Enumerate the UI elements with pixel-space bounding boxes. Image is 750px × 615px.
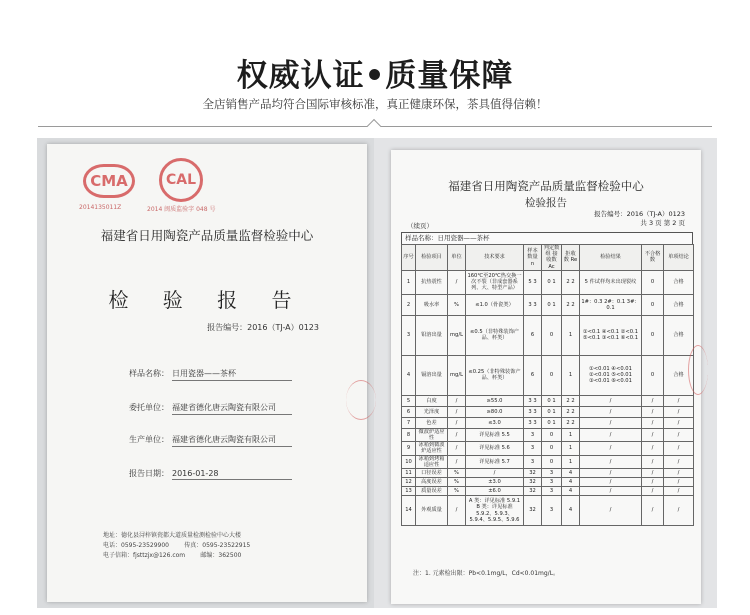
table-cell: 1 bbox=[402, 270, 416, 294]
table-cell: 铅溶出量 bbox=[416, 315, 448, 355]
table-cell: ≤0.5（非特殊装饰产品、杯类） bbox=[466, 315, 524, 355]
cma-seal-icon: CMA bbox=[83, 164, 135, 198]
table-cell: 0 bbox=[642, 315, 664, 355]
table-cell: 微波炉适应性 bbox=[416, 428, 448, 441]
table-cell: / bbox=[642, 469, 664, 478]
table-cell: / bbox=[664, 442, 694, 455]
table-cell: 6 bbox=[402, 406, 416, 417]
col-header: 判定数组 接收数 Ac bbox=[542, 245, 562, 271]
table-cell: / bbox=[580, 417, 642, 428]
table-cell: 5 件试样均未出现裂纹 bbox=[580, 270, 642, 294]
cover-email: 电子信箱：fjsttzjx@126.com bbox=[103, 552, 186, 559]
table-cell: 3 bbox=[402, 315, 416, 355]
cover-fax: 传真：0595-23522915 bbox=[184, 542, 251, 549]
cover-phone: 电话：0595-23529900 bbox=[103, 542, 169, 549]
table-cell: 镉溶出量 bbox=[416, 355, 448, 395]
table-cell: 0 1 bbox=[542, 406, 562, 417]
col-header: 单项结论 bbox=[664, 245, 694, 271]
cover-organization: 福建省日用陶瓷产品质量监督检验中心 bbox=[100, 228, 314, 243]
table-cell: / bbox=[664, 487, 694, 496]
table-row bbox=[402, 442, 694, 455]
table-row bbox=[402, 294, 694, 315]
cover-postcode: 邮编：362500 bbox=[200, 552, 242, 559]
field-sample-name bbox=[117, 368, 292, 381]
table-cell: 1#：0.3 2#：0.1 3#：0.1 bbox=[580, 294, 642, 315]
page-report-number: 报告编号：2016（TJ-A）0123 bbox=[594, 210, 685, 218]
table-cell: 0 1 bbox=[542, 294, 562, 315]
table-cell: 0 1 bbox=[542, 270, 562, 294]
table-cell: 160℃至20℃热交换一次不裂（非成套器系列、大、特型产品） bbox=[466, 270, 524, 294]
table-row bbox=[402, 428, 694, 441]
table-cell: / bbox=[580, 487, 642, 496]
table-cell: ≥80.0 bbox=[466, 406, 524, 417]
table-cell: / bbox=[642, 417, 664, 428]
table-row bbox=[402, 469, 694, 478]
cover-email-postcode bbox=[103, 550, 241, 559]
table-cell: 3 bbox=[524, 442, 542, 455]
table-cell: 32 bbox=[524, 478, 542, 487]
table-row bbox=[402, 406, 694, 417]
table-cell: 0 bbox=[542, 442, 562, 455]
table-cell: 3 bbox=[542, 487, 562, 496]
page-headline: 权威认证•质量保障 bbox=[236, 58, 514, 94]
table-header-row bbox=[402, 245, 694, 271]
table-cell: 1 bbox=[562, 442, 580, 455]
table-cell: 5 bbox=[402, 395, 416, 406]
table-cell: 0 bbox=[642, 355, 664, 395]
table-cell: 14 bbox=[402, 496, 416, 526]
red-stamp-edge-icon bbox=[688, 345, 708, 395]
table-cell: 0 bbox=[642, 294, 664, 315]
table-cell: 32 bbox=[524, 487, 542, 496]
table-row bbox=[402, 478, 694, 487]
table-cell: ≤0.25（非特殊装饰产品、杯类） bbox=[466, 355, 524, 395]
table-cell: 0 bbox=[642, 270, 664, 294]
cma-seal-code: 2014135011Z bbox=[79, 204, 122, 211]
field-value: 福建省德化唐云陶瓷有限公司 bbox=[172, 434, 292, 447]
table-cell: 8 bbox=[402, 428, 416, 441]
table-cell: 3 bbox=[542, 496, 562, 526]
table-cell: 11 bbox=[402, 469, 416, 478]
table-cell: 3 3 bbox=[524, 406, 542, 417]
table-row bbox=[402, 487, 694, 496]
table-cell: / bbox=[580, 406, 642, 417]
table-cell: / bbox=[664, 455, 694, 468]
table-cell: 合格 bbox=[664, 270, 694, 294]
table-cell: A 类：详见标准 5.9.1 B 类：详见标准 5.9.2、5.9.3、5.9.4、5.9.5、5.9.6 bbox=[466, 496, 524, 526]
table-cell: ①<0.01 ④<0.01 ②<0.01 ⑤<0.01 ③<0.01 ⑥<0.01 bbox=[580, 355, 642, 395]
table-row bbox=[402, 417, 694, 428]
red-stamp-edge-icon bbox=[346, 380, 376, 420]
table-cell: 10 bbox=[402, 455, 416, 468]
table-cell: / bbox=[664, 478, 694, 487]
table-cell: 2 2 bbox=[562, 395, 580, 406]
table-cell: 3 3 bbox=[524, 417, 542, 428]
continued-label: （续页） bbox=[407, 222, 433, 230]
cover-report-number: 报告编号：2016（TJ-A）0123 bbox=[207, 323, 319, 332]
table-cell: / bbox=[642, 395, 664, 406]
sample-name-line: 样品名称：日用瓷器——茶杯 bbox=[401, 232, 693, 244]
page-report-meta bbox=[594, 210, 685, 228]
table-cell: 3 bbox=[524, 455, 542, 468]
table-cell: ±3.0 bbox=[466, 478, 524, 487]
table-cell: 4 bbox=[562, 469, 580, 478]
cal-seal-icon: CAL bbox=[159, 158, 203, 202]
table-cell: 0 bbox=[542, 315, 562, 355]
table-cell: / bbox=[580, 428, 642, 441]
table-cell: 3 bbox=[542, 478, 562, 487]
table-cell: 色差 bbox=[416, 417, 448, 428]
table-cell: ≤1.0（骨瓷类） bbox=[466, 294, 524, 315]
cover-address: 地址：德化县浔梓镇瓷都大道质量检测检验中心大楼 bbox=[103, 532, 242, 539]
table-row bbox=[402, 355, 694, 395]
table-cell: / bbox=[448, 442, 466, 455]
table-cell: 3 bbox=[524, 428, 542, 441]
table-cell: 4 bbox=[402, 355, 416, 395]
table-cell: 2 2 bbox=[562, 417, 580, 428]
table-cell: 外观质量 bbox=[416, 496, 448, 526]
table-cell: / bbox=[580, 478, 642, 487]
col-header: 单位 bbox=[448, 245, 466, 271]
table-cell: / bbox=[448, 395, 466, 406]
table-cell: 1 bbox=[562, 355, 580, 395]
table-cell: mg/L bbox=[448, 355, 466, 395]
table-cell: 6 bbox=[524, 315, 542, 355]
page-footnote: 注：1. 元素检出限：Pb<0.1mg/L，Cd<0.01mg/L。 bbox=[413, 570, 560, 577]
table-cell: / bbox=[642, 487, 664, 496]
table-cell: / bbox=[580, 442, 642, 455]
table-cell: % bbox=[448, 478, 466, 487]
table-cell: mg/L bbox=[448, 315, 466, 355]
report-results-sheet bbox=[391, 150, 701, 604]
table-cell: 4 bbox=[562, 496, 580, 526]
cover-title: 检 验 报 告 bbox=[108, 288, 306, 312]
table-cell: 0 bbox=[542, 355, 562, 395]
table-row bbox=[402, 496, 694, 526]
table-cell: 2 2 bbox=[562, 294, 580, 315]
field-value: 日用瓷器——茶杯 bbox=[172, 368, 292, 381]
table-cell: % bbox=[448, 294, 466, 315]
table-cell: / bbox=[664, 395, 694, 406]
results-table bbox=[401, 244, 694, 526]
page-title: 检验报告 bbox=[525, 197, 567, 209]
table-cell: / bbox=[642, 442, 664, 455]
table-cell: / bbox=[580, 395, 642, 406]
table-cell: 详见标准 5.5 bbox=[466, 428, 524, 441]
table-cell: 6 bbox=[524, 355, 542, 395]
table-cell: 3 bbox=[542, 469, 562, 478]
table-cell: / bbox=[664, 417, 694, 428]
table-cell: / bbox=[642, 496, 664, 526]
col-header: 拒收数 Re bbox=[562, 245, 580, 271]
col-header: 不合格数 bbox=[642, 245, 664, 271]
table-cell: 2 2 bbox=[562, 406, 580, 417]
col-header: 检验结果 bbox=[580, 245, 642, 271]
field-label: 报告日期： bbox=[129, 469, 169, 478]
table-cell: 2 2 bbox=[562, 270, 580, 294]
field-value: 福建省德化唐云陶瓷有限公司 bbox=[172, 402, 292, 415]
table-cell: 0 1 bbox=[542, 417, 562, 428]
table-cell: ±6.0 bbox=[466, 487, 524, 496]
table-cell: / bbox=[448, 455, 466, 468]
page-number-info: 共 3 页 第 2 页 bbox=[640, 219, 685, 227]
table-cell: 口径误差 bbox=[416, 469, 448, 478]
table-cell: 光泽度 bbox=[416, 406, 448, 417]
table-cell: 冰箱到烤箱适应性 bbox=[416, 455, 448, 468]
table-cell: 合格 bbox=[664, 294, 694, 315]
table-cell: / bbox=[448, 496, 466, 526]
table-cell: / bbox=[580, 496, 642, 526]
table-cell: 32 bbox=[524, 469, 542, 478]
table-cell: / bbox=[448, 270, 466, 294]
table-cell: 高度误差 bbox=[416, 478, 448, 487]
table-cell: 5 3 bbox=[524, 270, 542, 294]
table-cell: % bbox=[448, 487, 466, 496]
col-header: 技术要求 bbox=[466, 245, 524, 271]
table-cell: / bbox=[664, 406, 694, 417]
table-cell: / bbox=[664, 496, 694, 526]
table-cell: 1 bbox=[562, 428, 580, 441]
table-cell: 0 bbox=[542, 455, 562, 468]
cal-seal-code: 2014 闽质监验字 048 号 bbox=[147, 206, 216, 213]
table-row bbox=[402, 455, 694, 468]
table-cell: 1 bbox=[562, 455, 580, 468]
results-table-body bbox=[402, 270, 694, 525]
table-cell: 合格 bbox=[664, 355, 694, 395]
table-cell: 详见标准 5.6 bbox=[466, 442, 524, 455]
table-cell: 2 bbox=[402, 294, 416, 315]
table-row bbox=[402, 315, 694, 355]
table-cell: / bbox=[664, 428, 694, 441]
table-cell: 4 bbox=[562, 478, 580, 487]
field-value: 2016-01-28 bbox=[172, 469, 292, 480]
table-cell: / bbox=[448, 417, 466, 428]
table-cell: 冰箱到微波炉适应性 bbox=[416, 442, 448, 455]
col-header: 样本数量 n bbox=[524, 245, 542, 271]
field-manufacturer bbox=[117, 434, 292, 447]
table-cell: / bbox=[580, 455, 642, 468]
field-report-date bbox=[117, 468, 292, 480]
divider-notch bbox=[367, 119, 381, 133]
table-cell: / bbox=[642, 478, 664, 487]
table-cell: 合格 bbox=[664, 315, 694, 355]
table-cell: 3 3 bbox=[524, 294, 542, 315]
report-cover-sheet bbox=[47, 144, 367, 602]
col-header: 检验项目 bbox=[416, 245, 448, 271]
table-cell: / bbox=[664, 469, 694, 478]
cover-phone-fax bbox=[103, 540, 250, 549]
table-cell: 0 bbox=[542, 428, 562, 441]
table-cell: 4 bbox=[562, 487, 580, 496]
table-cell: / bbox=[642, 455, 664, 468]
table-cell: 13 bbox=[402, 487, 416, 496]
table-cell: / bbox=[466, 469, 524, 478]
field-label: 样品名称： bbox=[129, 369, 169, 378]
table-cell: ①<0.1 ④<0.1 ②<0.1 ⑤<0.1 ③<0.1 ⑥<0.1 bbox=[580, 315, 642, 355]
field-label: 生产单位： bbox=[129, 435, 169, 444]
table-row bbox=[402, 395, 694, 406]
table-cell: / bbox=[448, 406, 466, 417]
table-cell: 32 bbox=[524, 496, 542, 526]
field-client bbox=[117, 402, 292, 415]
table-cell: 0 1 bbox=[542, 395, 562, 406]
page-subheadline: 全店销售产品均符合国际审核标准，真正健康环保，茶具值得信赖！ bbox=[202, 97, 548, 111]
table-cell: / bbox=[448, 428, 466, 441]
table-cell: / bbox=[580, 469, 642, 478]
table-cell: / bbox=[642, 406, 664, 417]
table-cell: % bbox=[448, 469, 466, 478]
page-organization: 福建省日用陶瓷产品质量监督检验中心 bbox=[448, 179, 644, 193]
table-cell: 3 3 bbox=[524, 395, 542, 406]
table-cell: 7 bbox=[402, 417, 416, 428]
table-cell: 1 bbox=[562, 315, 580, 355]
table-cell: / bbox=[642, 428, 664, 441]
table-cell: 详见标准 5.7 bbox=[466, 455, 524, 468]
field-label: 委托单位： bbox=[129, 403, 169, 412]
table-cell: 白度 bbox=[416, 395, 448, 406]
table-cell: ≥55.0 bbox=[466, 395, 524, 406]
table-cell: ≤3.0 bbox=[466, 417, 524, 428]
table-cell: 9 bbox=[402, 442, 416, 455]
table-cell: 抗热震性 bbox=[416, 270, 448, 294]
table-cell: 12 bbox=[402, 478, 416, 487]
col-header: 序号 bbox=[402, 245, 416, 271]
table-cell: 质量误差 bbox=[416, 487, 448, 496]
table-cell: 吸水率 bbox=[416, 294, 448, 315]
table-row bbox=[402, 270, 694, 294]
